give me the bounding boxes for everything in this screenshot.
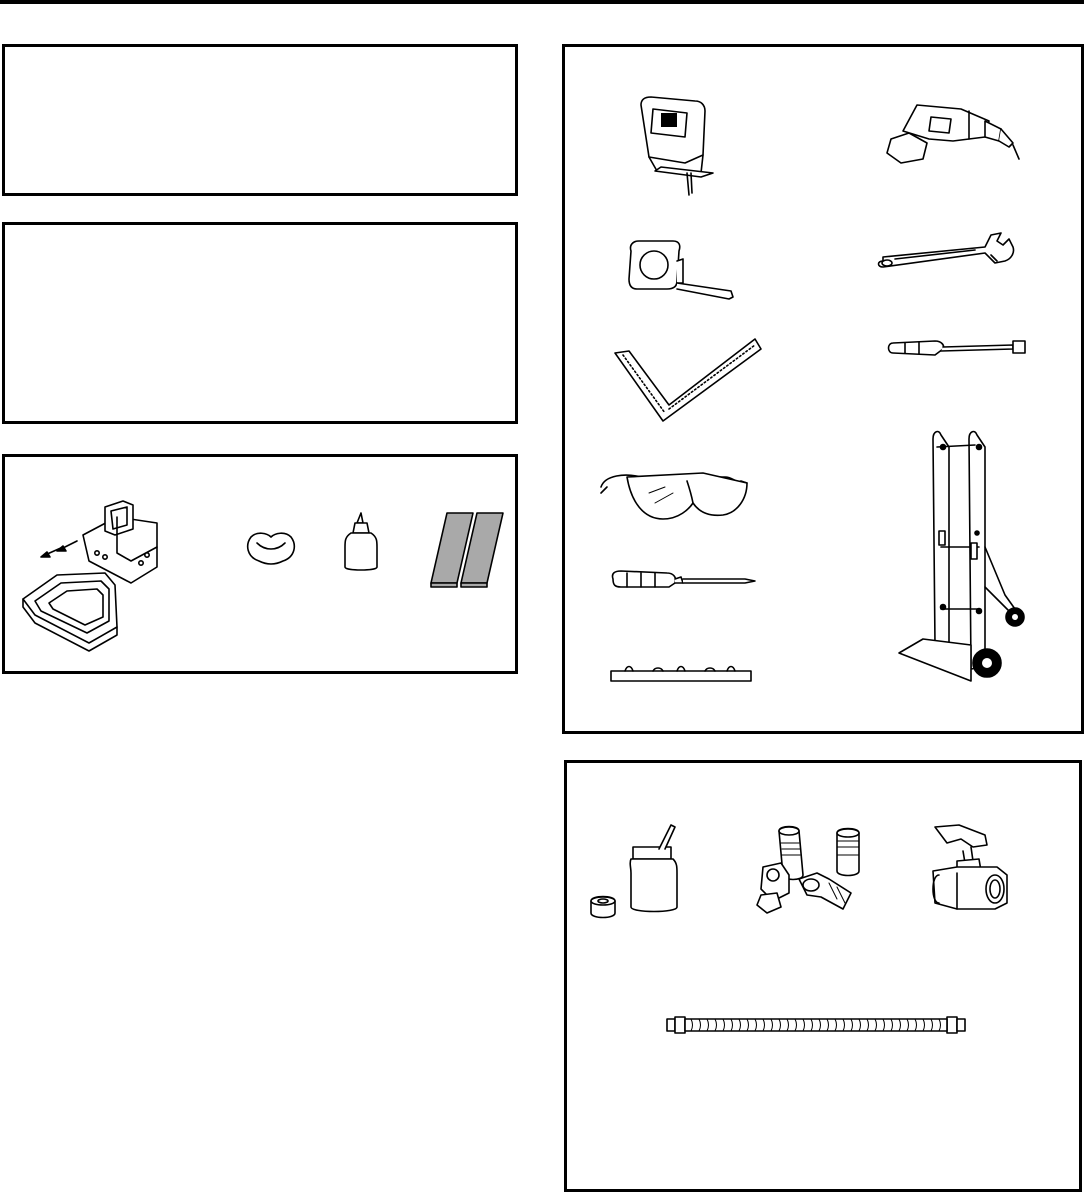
tape-measure-icon [629,241,733,299]
lubricant-bottle-icon [345,513,377,570]
tools-needed-box [562,44,1084,734]
pipe-compound-and-tape-icon [591,825,677,918]
flexible-gas-connector-icon [667,1017,965,1033]
jigsaw-icon [641,97,713,195]
parts-illustrations [5,457,521,677]
phillips-screwdriver-icon [612,571,755,587]
appliance-hand-truck-icon [899,432,1024,681]
leveling-shims-icon [431,513,503,587]
gas-shutoff-valve-icon [933,825,1007,909]
grommet-icon [248,533,295,564]
empty-box-2 [2,222,518,424]
materials-needed-box [564,760,1082,1192]
empty-box-1 [2,44,518,196]
materials-illustrations [567,763,1084,1195]
safety-glasses-icon [601,473,747,519]
level-icon [611,667,751,682]
adjustable-wrench-icon [879,233,1014,267]
power-drill-icon [887,105,1019,163]
carpenters-square-icon [615,339,761,421]
anti-tip-bracket-kit-icon [23,501,157,651]
tools-illustrations [565,47,1084,737]
parts-supplied-box [2,454,518,674]
pipe-nipples-and-fittings-icon [757,827,859,914]
nut-driver-icon [889,341,1026,355]
top-rule [0,0,1084,4]
